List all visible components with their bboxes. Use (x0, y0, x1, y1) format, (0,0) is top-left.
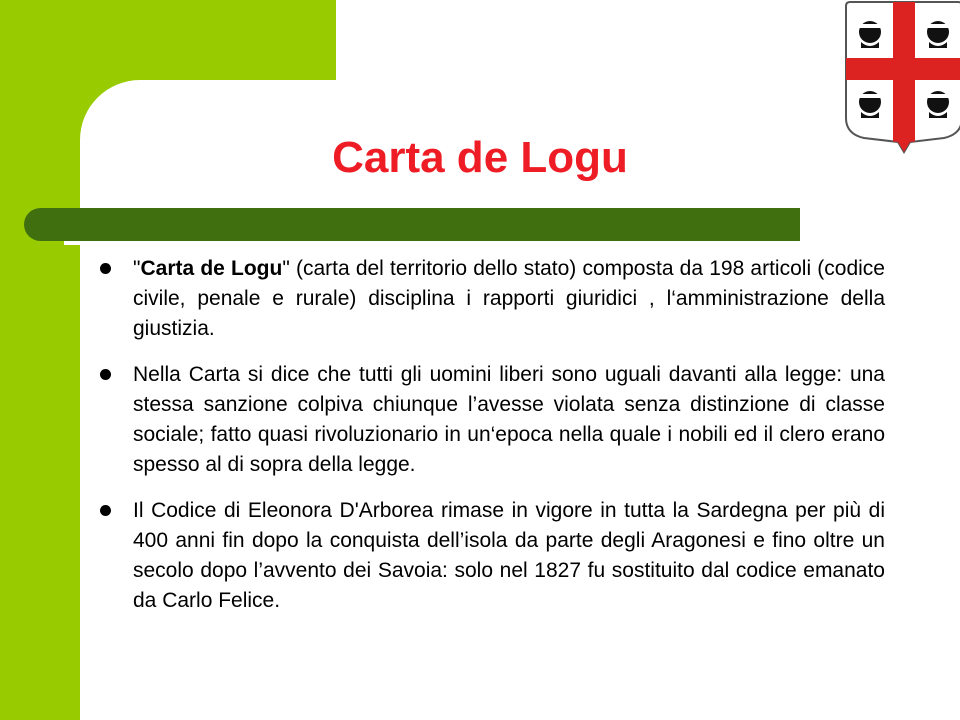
bullet-lead-close-quote: " (282, 257, 290, 280)
title-divider-bar (24, 208, 800, 241)
bullet-item (100, 360, 885, 480)
bullet-item (100, 254, 885, 344)
bullet-dot (100, 369, 111, 380)
bullet-list (100, 254, 885, 632)
bullet-dot (100, 263, 111, 274)
slide-title: Carta de Logu (332, 133, 628, 182)
divider-bar-notch (64, 241, 800, 245)
bullet-dot (100, 505, 111, 516)
bullet-text: (carta del territorio dello stato) composta da 198 articoli (codice civile, penale e rurale) disciplina i rapporti giuridici , l‘amministrazione della giustizia. (133, 257, 885, 340)
bullet-text: Il Codice di Eleonora D'Arborea rimase in vigore in tutta la Sardegna per più di 400 anni fin dopo la conquista dell’isola da parte degli Aragonesi e fino oltre un secolo dopo l’avvento dei Savoia: solo nel 1827 fu sostituito dal codice emanato da Carlo Felice. (133, 499, 885, 612)
bullet-lead-open-quote: " (133, 257, 141, 280)
bullet-lead-bold: Carta de Logu (140, 257, 283, 280)
bullet-item (100, 496, 885, 616)
bullet-text: Nella Carta si dice che tutti gli uomini liberi sono uguali davanti alla legge: una stessa sanzione colpiva chiunque l’avesse violata senza distinzione di classe sociale; fatto quasi rivoluzionario in un‘epoca nella quale i nobili ed il clero erano spesso al di sopra della legge. (133, 363, 885, 476)
